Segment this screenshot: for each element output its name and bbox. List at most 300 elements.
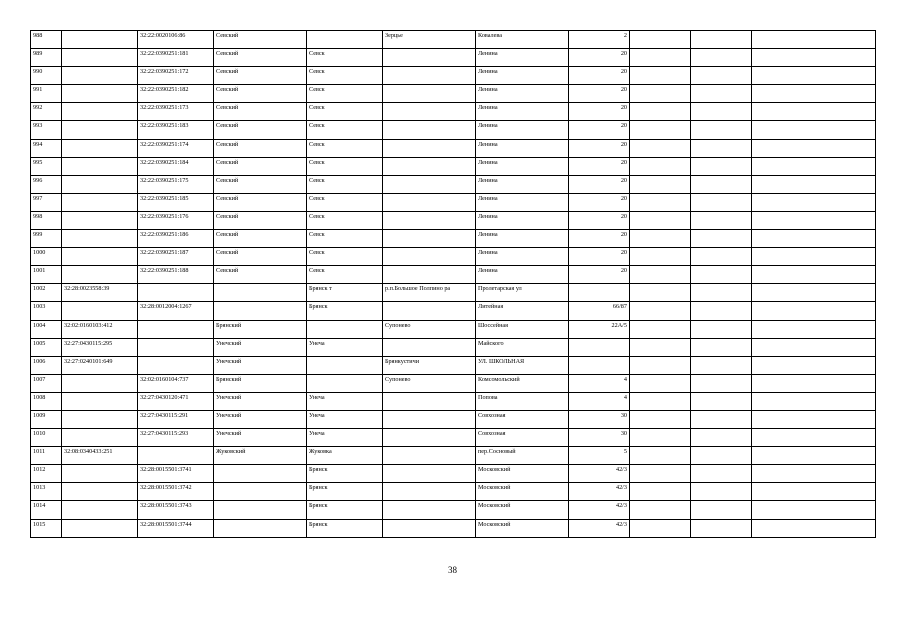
cell-c5	[383, 302, 476, 320]
cell-n: 1001	[31, 266, 62, 284]
cell-empty	[691, 284, 752, 302]
cell-c2: 32:22:0390251:187	[138, 248, 214, 266]
table-row	[31, 447, 876, 465]
cell-c4: Унеча	[307, 410, 383, 428]
cell-c2: 32:22:0390251:173	[138, 103, 214, 121]
cell-empty	[752, 374, 876, 392]
cell-c7: 42/3	[569, 483, 630, 501]
cell-c4: Севск	[307, 266, 383, 284]
cell-c4: Севск	[307, 157, 383, 175]
cell-empty	[752, 483, 876, 501]
cell-c1: 32:08:0340433:251	[62, 447, 138, 465]
cell-c1	[62, 465, 138, 483]
cell-c2: 32:28:0015501:3744	[138, 519, 214, 537]
cell-c2: 32:28:0012004:1267	[138, 302, 214, 320]
cell-empty	[752, 67, 876, 85]
cell-c2: 32:22:0390251:174	[138, 139, 214, 157]
cell-empty	[752, 284, 876, 302]
cell-c4: Севск	[307, 139, 383, 157]
cell-empty	[630, 230, 691, 248]
cell-c5	[383, 175, 476, 193]
cell-c6: Совхозная	[476, 410, 569, 428]
cell-c1	[62, 392, 138, 410]
cell-empty	[691, 392, 752, 410]
cell-empty	[752, 157, 876, 175]
cell-c2	[138, 338, 214, 356]
cell-n: 1015	[31, 519, 62, 537]
cell-n: 995	[31, 157, 62, 175]
table-row	[31, 157, 876, 175]
cell-c1	[62, 157, 138, 175]
cell-c3	[214, 302, 307, 320]
cell-c7	[569, 338, 630, 356]
cell-empty	[752, 266, 876, 284]
cell-c7: 22А/5	[569, 320, 630, 338]
cell-c3: Севский	[214, 266, 307, 284]
cell-empty	[630, 248, 691, 266]
cell-empty	[691, 266, 752, 284]
table-row	[31, 302, 876, 320]
cell-c7	[569, 356, 630, 374]
cell-c5: Брянкустичи	[383, 356, 476, 374]
cell-empty	[630, 103, 691, 121]
cell-c1: 32:02:0160103:412	[62, 320, 138, 338]
cell-c2: 32:22:0390251:176	[138, 211, 214, 229]
table-row	[31, 483, 876, 501]
table-row	[31, 266, 876, 284]
cell-c1	[62, 302, 138, 320]
cell-n: 993	[31, 121, 62, 139]
cell-c1	[62, 519, 138, 537]
cell-c5	[383, 103, 476, 121]
cell-empty	[630, 67, 691, 85]
cell-n: 992	[31, 103, 62, 121]
cell-empty	[630, 410, 691, 428]
cell-c7: 4	[569, 392, 630, 410]
table-row	[31, 410, 876, 428]
table-row	[31, 175, 876, 193]
cell-c4: Севск	[307, 103, 383, 121]
cell-c2: 32:22:0020106:86	[138, 31, 214, 49]
cell-c5	[383, 410, 476, 428]
cell-empty	[752, 175, 876, 193]
cell-c7: 20	[569, 85, 630, 103]
cell-empty	[630, 338, 691, 356]
cell-empty	[630, 501, 691, 519]
cell-empty	[752, 356, 876, 374]
cell-c1	[62, 211, 138, 229]
cell-c4: Севск	[307, 248, 383, 266]
cell-n: 1003	[31, 302, 62, 320]
cell-c2	[138, 320, 214, 338]
cell-c6: Ленина	[476, 139, 569, 157]
cell-c4: Брянск	[307, 465, 383, 483]
cell-c7: 20	[569, 121, 630, 139]
cell-c5: р.п.Большое Полпино ра	[383, 284, 476, 302]
cell-c4: Севск	[307, 49, 383, 67]
cell-c4: Севск	[307, 175, 383, 193]
page-number: 38	[448, 565, 457, 575]
cell-c1	[62, 139, 138, 157]
cell-c6: Ленина	[476, 121, 569, 139]
cell-c5	[383, 266, 476, 284]
cell-c4	[307, 356, 383, 374]
cell-empty	[630, 356, 691, 374]
table-row	[31, 356, 876, 374]
cell-c1: 32:27:0240101:649	[62, 356, 138, 374]
cell-c3	[214, 501, 307, 519]
cell-c3: Севский	[214, 103, 307, 121]
cell-c6: Майского	[476, 338, 569, 356]
cell-c6: Московский	[476, 483, 569, 501]
cell-c5	[383, 392, 476, 410]
table-row	[31, 392, 876, 410]
cell-c1	[62, 85, 138, 103]
cell-empty	[752, 465, 876, 483]
cell-empty	[630, 519, 691, 537]
cell-c3: Севский	[214, 175, 307, 193]
cell-c3: Унечский	[214, 410, 307, 428]
cell-c6: Ленина	[476, 175, 569, 193]
cell-c1	[62, 175, 138, 193]
table-row	[31, 230, 876, 248]
cell-empty	[630, 31, 691, 49]
cell-n: 1007	[31, 374, 62, 392]
cell-c7	[569, 284, 630, 302]
cell-c7: 5	[569, 447, 630, 465]
cell-c4: Брянск т	[307, 284, 383, 302]
cell-empty	[691, 338, 752, 356]
table-row	[31, 519, 876, 537]
table-row	[31, 374, 876, 392]
cell-c2: 32:28:0015501:3742	[138, 483, 214, 501]
cell-c7: 66/87	[569, 302, 630, 320]
cell-empty	[691, 211, 752, 229]
cell-c5	[383, 338, 476, 356]
cell-c3: Брянский	[214, 320, 307, 338]
cell-c7: 20	[569, 230, 630, 248]
cell-empty	[691, 139, 752, 157]
cell-n: 1006	[31, 356, 62, 374]
table-row	[31, 248, 876, 266]
cell-empty	[752, 193, 876, 211]
cell-c3	[214, 284, 307, 302]
cell-c4	[307, 374, 383, 392]
cell-n: 1004	[31, 320, 62, 338]
cell-c5	[383, 211, 476, 229]
cell-empty	[630, 139, 691, 157]
cell-c7: 42/3	[569, 465, 630, 483]
cell-empty	[752, 103, 876, 121]
cell-c3: Севский	[214, 193, 307, 211]
cell-c1	[62, 49, 138, 67]
cell-c1	[62, 31, 138, 49]
cell-n: 988	[31, 31, 62, 49]
cell-n: 1013	[31, 483, 62, 501]
cell-empty	[752, 320, 876, 338]
cell-c5: Зерцье	[383, 31, 476, 49]
cell-n: 1012	[31, 465, 62, 483]
cell-c7: 42/3	[569, 501, 630, 519]
cell-n: 994	[31, 139, 62, 157]
cell-empty	[752, 338, 876, 356]
cell-c2: 32:22:0390251:188	[138, 266, 214, 284]
cell-n: 1008	[31, 392, 62, 410]
cell-empty	[691, 501, 752, 519]
registry-table-body	[31, 31, 876, 538]
cell-n: 989	[31, 49, 62, 67]
cell-c6: Шоссейная	[476, 320, 569, 338]
table-row	[31, 501, 876, 519]
cell-c6: Совхозная	[476, 429, 569, 447]
cell-c7: 2	[569, 31, 630, 49]
cell-n: 1011	[31, 447, 62, 465]
cell-c3: Севский	[214, 211, 307, 229]
cell-c2: 32:27:0430115:291	[138, 410, 214, 428]
cell-empty	[691, 67, 752, 85]
cell-c2: 32:22:0390251:186	[138, 230, 214, 248]
cell-c5	[383, 49, 476, 67]
cell-c3: Севский	[214, 248, 307, 266]
cell-c6: Ковалева	[476, 31, 569, 49]
cell-empty	[630, 374, 691, 392]
cell-empty	[630, 429, 691, 447]
cell-empty	[630, 193, 691, 211]
table-row	[31, 465, 876, 483]
cell-c2: 32:27:0430120:471	[138, 392, 214, 410]
cell-empty	[630, 284, 691, 302]
cell-c6: Ленина	[476, 266, 569, 284]
table-row	[31, 49, 876, 67]
cell-c4: Унеча	[307, 429, 383, 447]
cell-c7: 20	[569, 175, 630, 193]
cell-n: 1010	[31, 429, 62, 447]
cell-empty	[691, 193, 752, 211]
cell-empty	[752, 121, 876, 139]
table-row	[31, 284, 876, 302]
cell-c4: Брянск	[307, 501, 383, 519]
cell-empty	[691, 410, 752, 428]
cell-c3: Унечский	[214, 338, 307, 356]
cell-empty	[630, 447, 691, 465]
cell-c5	[383, 501, 476, 519]
cell-c3: Севский	[214, 31, 307, 49]
cell-empty	[752, 248, 876, 266]
cell-empty	[630, 320, 691, 338]
cell-c2: 32:02:0160104:737	[138, 374, 214, 392]
cell-c5	[383, 67, 476, 85]
cell-empty	[752, 49, 876, 67]
cell-empty	[691, 447, 752, 465]
cell-empty	[691, 356, 752, 374]
cell-c3: Жуковский	[214, 447, 307, 465]
cell-c7: 30	[569, 429, 630, 447]
cell-c5	[383, 121, 476, 139]
cell-c4	[307, 31, 383, 49]
cell-empty	[752, 85, 876, 103]
cell-n: 1009	[31, 410, 62, 428]
cell-empty	[691, 320, 752, 338]
cell-c3: Севский	[214, 139, 307, 157]
cell-c6: Ленина	[476, 193, 569, 211]
cell-c3: Унечский	[214, 356, 307, 374]
cell-empty	[752, 230, 876, 248]
cell-c1	[62, 374, 138, 392]
table-row	[31, 193, 876, 211]
cell-c5	[383, 465, 476, 483]
cell-c2: 32:22:0390251:172	[138, 67, 214, 85]
cell-empty	[691, 429, 752, 447]
cell-c2: 32:22:0390251:184	[138, 157, 214, 175]
cell-empty	[630, 483, 691, 501]
cell-empty	[752, 410, 876, 428]
cell-c2: 32:28:0015501:3741	[138, 465, 214, 483]
cell-empty	[752, 31, 876, 49]
cell-empty	[752, 392, 876, 410]
cell-empty	[752, 429, 876, 447]
cell-c4: Жуковка	[307, 447, 383, 465]
cell-c1	[62, 410, 138, 428]
cell-empty	[691, 157, 752, 175]
cell-n: 1005	[31, 338, 62, 356]
cell-empty	[630, 157, 691, 175]
cell-empty	[630, 266, 691, 284]
cell-c6: Ленина	[476, 67, 569, 85]
cell-c6: Ленина	[476, 248, 569, 266]
cell-c3	[214, 465, 307, 483]
cell-empty	[752, 302, 876, 320]
cell-c3: Унечский	[214, 429, 307, 447]
cell-c1	[62, 248, 138, 266]
cell-c2	[138, 447, 214, 465]
cell-empty	[630, 49, 691, 67]
cell-empty	[630, 85, 691, 103]
cell-c7: 20	[569, 157, 630, 175]
table-row	[31, 338, 876, 356]
cell-c6: Московский	[476, 465, 569, 483]
cell-c1	[62, 429, 138, 447]
cell-c5	[383, 429, 476, 447]
table-row	[31, 85, 876, 103]
cell-c1	[62, 501, 138, 519]
cell-empty	[691, 374, 752, 392]
cell-empty	[691, 519, 752, 537]
cell-c4: Брянск	[307, 302, 383, 320]
table-row	[31, 121, 876, 139]
cell-empty	[630, 211, 691, 229]
cell-n: 1000	[31, 248, 62, 266]
cell-c7: 20	[569, 49, 630, 67]
cell-c4: Севск	[307, 211, 383, 229]
cell-empty	[630, 392, 691, 410]
cell-c1: 32:27:0430115:295	[62, 338, 138, 356]
cell-c7: 20	[569, 266, 630, 284]
cell-n: 997	[31, 193, 62, 211]
cell-c4: Севск	[307, 230, 383, 248]
cell-empty	[752, 211, 876, 229]
cell-empty	[752, 447, 876, 465]
cell-empty	[630, 121, 691, 139]
cell-c6: Ленина	[476, 230, 569, 248]
cell-c4: Брянск	[307, 483, 383, 501]
cell-n: 1014	[31, 501, 62, 519]
cell-empty	[691, 175, 752, 193]
cell-c7: 4	[569, 374, 630, 392]
cell-c6: Литейная	[476, 302, 569, 320]
cell-empty	[752, 501, 876, 519]
table-row	[31, 67, 876, 85]
cell-c3: Унечский	[214, 392, 307, 410]
cell-c6: Ленина	[476, 157, 569, 175]
cell-c5	[383, 230, 476, 248]
cell-c2: 32:28:0015501:3743	[138, 501, 214, 519]
cell-empty	[752, 139, 876, 157]
cell-c7: 20	[569, 67, 630, 85]
cell-c1	[62, 121, 138, 139]
cell-c6: Ленина	[476, 85, 569, 103]
cell-empty	[691, 483, 752, 501]
table-row	[31, 429, 876, 447]
cell-n: 991	[31, 85, 62, 103]
cell-c6: Попова	[476, 392, 569, 410]
cell-c3: Севский	[214, 85, 307, 103]
cell-c1	[62, 103, 138, 121]
cell-c3: Севский	[214, 157, 307, 175]
cell-c5	[383, 157, 476, 175]
cell-empty	[630, 175, 691, 193]
cell-c4: Унеча	[307, 338, 383, 356]
cell-c6: Московский	[476, 501, 569, 519]
cell-c1	[62, 67, 138, 85]
cell-c6: Московский	[476, 519, 569, 537]
cell-c5	[383, 248, 476, 266]
table-row	[31, 103, 876, 121]
cell-empty	[691, 248, 752, 266]
cell-empty	[691, 103, 752, 121]
cell-c1	[62, 230, 138, 248]
cell-c7: 20	[569, 248, 630, 266]
cell-c6: Пролетарская ул	[476, 284, 569, 302]
cell-c2: 32:22:0390251:181	[138, 49, 214, 67]
cell-c7: 20	[569, 103, 630, 121]
cell-c5	[383, 483, 476, 501]
cell-c2: 32:22:0390251:183	[138, 121, 214, 139]
cell-c2	[138, 356, 214, 374]
cell-empty	[691, 49, 752, 67]
cell-c3: Брянский	[214, 374, 307, 392]
cell-empty	[691, 302, 752, 320]
cell-c5	[383, 447, 476, 465]
cell-c3: Севский	[214, 67, 307, 85]
cell-n: 999	[31, 230, 62, 248]
cell-c6: Ленина	[476, 211, 569, 229]
cell-c6: Ленина	[476, 103, 569, 121]
cell-c5	[383, 139, 476, 157]
cell-c3: Севский	[214, 230, 307, 248]
cell-c7: 20	[569, 193, 630, 211]
cell-c6: Ленина	[476, 49, 569, 67]
cell-c7: 30	[569, 410, 630, 428]
cell-c4: Севск	[307, 85, 383, 103]
cell-c3	[214, 519, 307, 537]
table-row	[31, 139, 876, 157]
cell-c3: Севский	[214, 49, 307, 67]
cell-empty	[691, 230, 752, 248]
table-row	[31, 31, 876, 49]
table-row	[31, 211, 876, 229]
cell-empty	[691, 31, 752, 49]
cell-c1: 32:28:0023558:39	[62, 284, 138, 302]
